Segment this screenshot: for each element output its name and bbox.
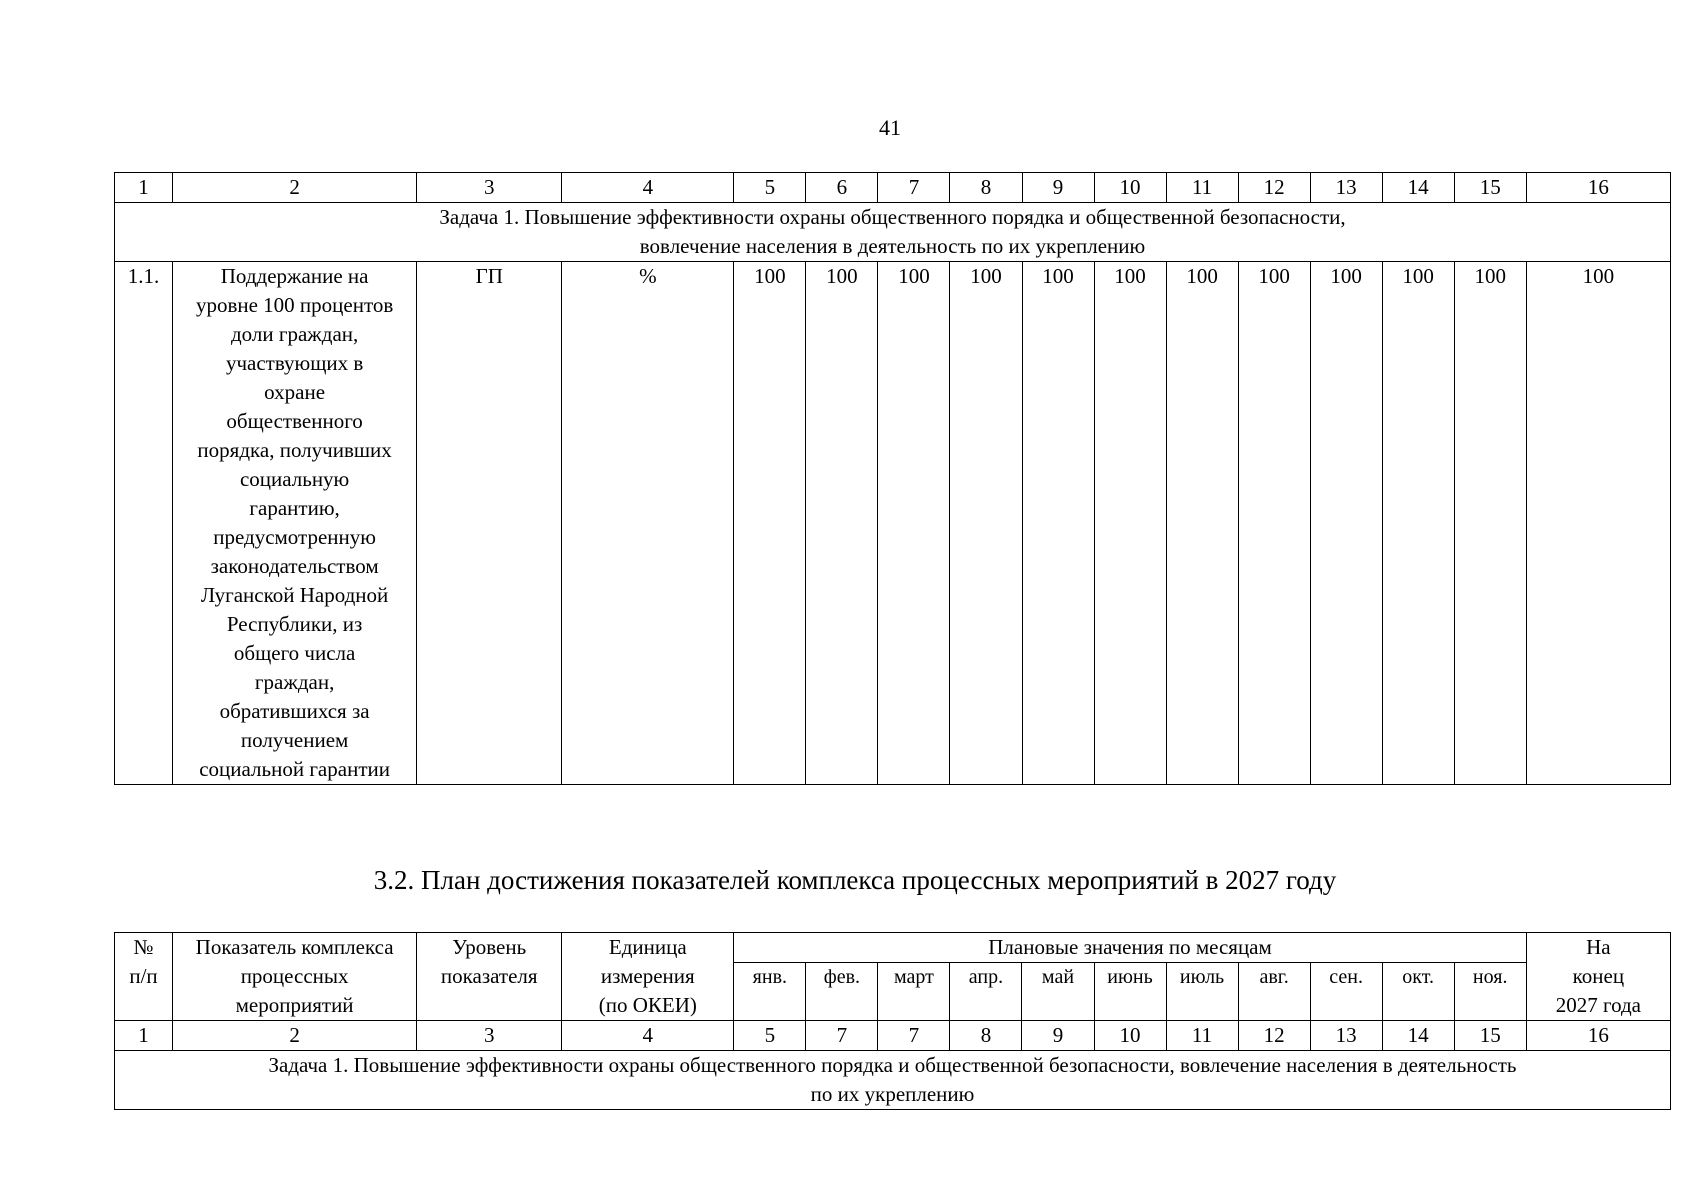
indicator-name-line: гарантию, [249, 496, 340, 520]
column-number: 5 [734, 173, 806, 203]
header-line: Показатель комплекса [195, 935, 394, 959]
indicator-value: 100 [1166, 262, 1238, 785]
indicator-name-line: социальной гарантии [199, 757, 390, 781]
header-unit [562, 933, 734, 1021]
indicator-value: 100 [950, 262, 1022, 785]
month-header: окт. [1382, 963, 1454, 1021]
indicator-value: 100 [734, 262, 806, 785]
page-number: 41 [879, 115, 901, 140]
indicator-name-line: граждан, [254, 670, 335, 694]
header-line: показателя [440, 964, 538, 988]
header-line: п/п [129, 964, 158, 988]
task-row [115, 1051, 1671, 1110]
column-number: 15 [1454, 1021, 1526, 1051]
month-header: март [878, 963, 950, 1021]
column-number: 16 [1526, 1021, 1670, 1051]
section-title: 3.2. План достижения показателей комплекса процессных мероприятий в 2027 году [373, 865, 1337, 895]
header-indicator [173, 933, 417, 1021]
indicator-name-line: получением [240, 728, 349, 752]
column-number-row [115, 173, 1671, 203]
indicator-value: 100 [1094, 262, 1166, 785]
indicator-name-line: Луганской Народной [200, 583, 389, 607]
task-row [115, 203, 1671, 262]
header-line: На [1586, 935, 1611, 959]
month-header: июнь [1094, 963, 1166, 1021]
column-number: 12 [1238, 173, 1310, 203]
indicator-row [115, 262, 1671, 785]
column-number-row [115, 1021, 1671, 1051]
column-number: 14 [1382, 173, 1454, 203]
month-header: ноя. [1454, 963, 1526, 1021]
indicator-unit: % [562, 262, 734, 785]
task-heading [115, 1051, 1671, 1110]
column-number: 10 [1094, 173, 1166, 203]
column-number: 9 [1022, 173, 1094, 203]
indicator-name-line: участвующих в [225, 351, 364, 375]
indicator-value: 100 [878, 262, 950, 785]
indicator-name-line: порядка, получивших [197, 438, 392, 462]
indicator-name-line: предусмотренную [213, 525, 376, 549]
indicator-value: 100 [1238, 262, 1310, 785]
column-number: 5 [734, 1021, 806, 1051]
column-number: 8 [950, 173, 1022, 203]
indicator-name-line: законодательством [210, 554, 379, 578]
month-header: авг. [1238, 963, 1310, 1021]
header-line: конец [1572, 964, 1625, 988]
indicator-name-line: Поддержание на [220, 264, 369, 288]
column-number: 6 [806, 173, 878, 203]
column-number: 3 [417, 1021, 562, 1051]
indicator-value: 100 [806, 262, 878, 785]
column-number: 8 [950, 1021, 1022, 1051]
header-level [417, 933, 562, 1021]
header-num [115, 933, 173, 1021]
column-number: 9 [1022, 1021, 1094, 1051]
header-line: процессных [240, 964, 349, 988]
header-year-end [1526, 933, 1670, 1021]
column-number: 14 [1382, 1021, 1454, 1051]
plan-table [114, 932, 1671, 1110]
column-number: 7 [878, 173, 950, 203]
header-line: мероприятий [235, 993, 354, 1017]
indicator-name [173, 262, 417, 785]
indicator-value: 100 [1454, 262, 1526, 785]
indicator-table-continuation [114, 172, 1671, 785]
column-number: 7 [878, 1021, 950, 1051]
task-heading [115, 203, 1671, 262]
month-header: сен. [1310, 963, 1382, 1021]
column-number: 13 [1310, 1021, 1382, 1051]
task-heading-line: по их укреплению [810, 1082, 975, 1106]
row-number: 1.1. [115, 262, 173, 785]
indicator-value: 100 [1022, 262, 1094, 785]
column-number: 12 [1238, 1021, 1310, 1051]
indicator-name-line: обратившихся за [219, 699, 370, 723]
header-line: (по ОКЕИ) [598, 993, 697, 1017]
column-number: 1 [115, 173, 173, 203]
indicator-value: 100 [1310, 262, 1382, 785]
column-number: 7 [806, 1021, 878, 1051]
column-number: 10 [1094, 1021, 1166, 1051]
month-header: апр. [950, 963, 1022, 1021]
column-number: 11 [1166, 173, 1238, 203]
indicator-name-line: общественного [226, 409, 363, 433]
task-heading-line: Задача 1. Повышение эффективности охраны общественного порядка и общественной безопасности, вовлечение населения в деятельность [268, 1053, 1517, 1077]
column-number: 4 [562, 173, 734, 203]
month-header: янв. [734, 963, 806, 1021]
column-number: 13 [1310, 173, 1382, 203]
header-line: Уровень [452, 935, 527, 959]
header-line: Единица [608, 935, 687, 959]
indicator-name-line: социальную [239, 467, 350, 491]
month-header: июль [1166, 963, 1238, 1021]
month-header: май [1022, 963, 1094, 1021]
indicator-name-line: общего числа [233, 641, 356, 665]
indicator-name-line: охране [264, 380, 326, 404]
task-heading-line: вовлечение населения в деятельность по их укреплению [639, 234, 1146, 258]
indicator-name-line: доли граждан, [230, 322, 359, 346]
indicator-name-line: уровне 100 процентов [195, 293, 394, 317]
header-planned-values: Плановые значения по месяцам [734, 933, 1526, 963]
task-heading-line: Задача 1. Повышение эффективности охраны общественного порядка и общественной безопасности, [439, 205, 1346, 229]
column-number: 2 [173, 1021, 417, 1051]
column-number: 15 [1454, 173, 1526, 203]
column-number: 4 [562, 1021, 734, 1051]
column-number: 11 [1166, 1021, 1238, 1051]
indicator-name-line: Республики, из [226, 612, 363, 636]
column-number: 1 [115, 1021, 173, 1051]
header-row [115, 933, 1671, 963]
header-line: измерения [600, 964, 695, 988]
header-line: 2027 года [1555, 993, 1641, 1017]
header-line: № [133, 935, 154, 959]
column-number: 16 [1526, 173, 1670, 203]
month-header: фев. [806, 963, 878, 1021]
indicator-value: 100 [1526, 262, 1670, 785]
indicator-value: 100 [1382, 262, 1454, 785]
column-number: 3 [417, 173, 562, 203]
indicator-level: ГП [417, 262, 562, 785]
column-number: 2 [173, 173, 417, 203]
